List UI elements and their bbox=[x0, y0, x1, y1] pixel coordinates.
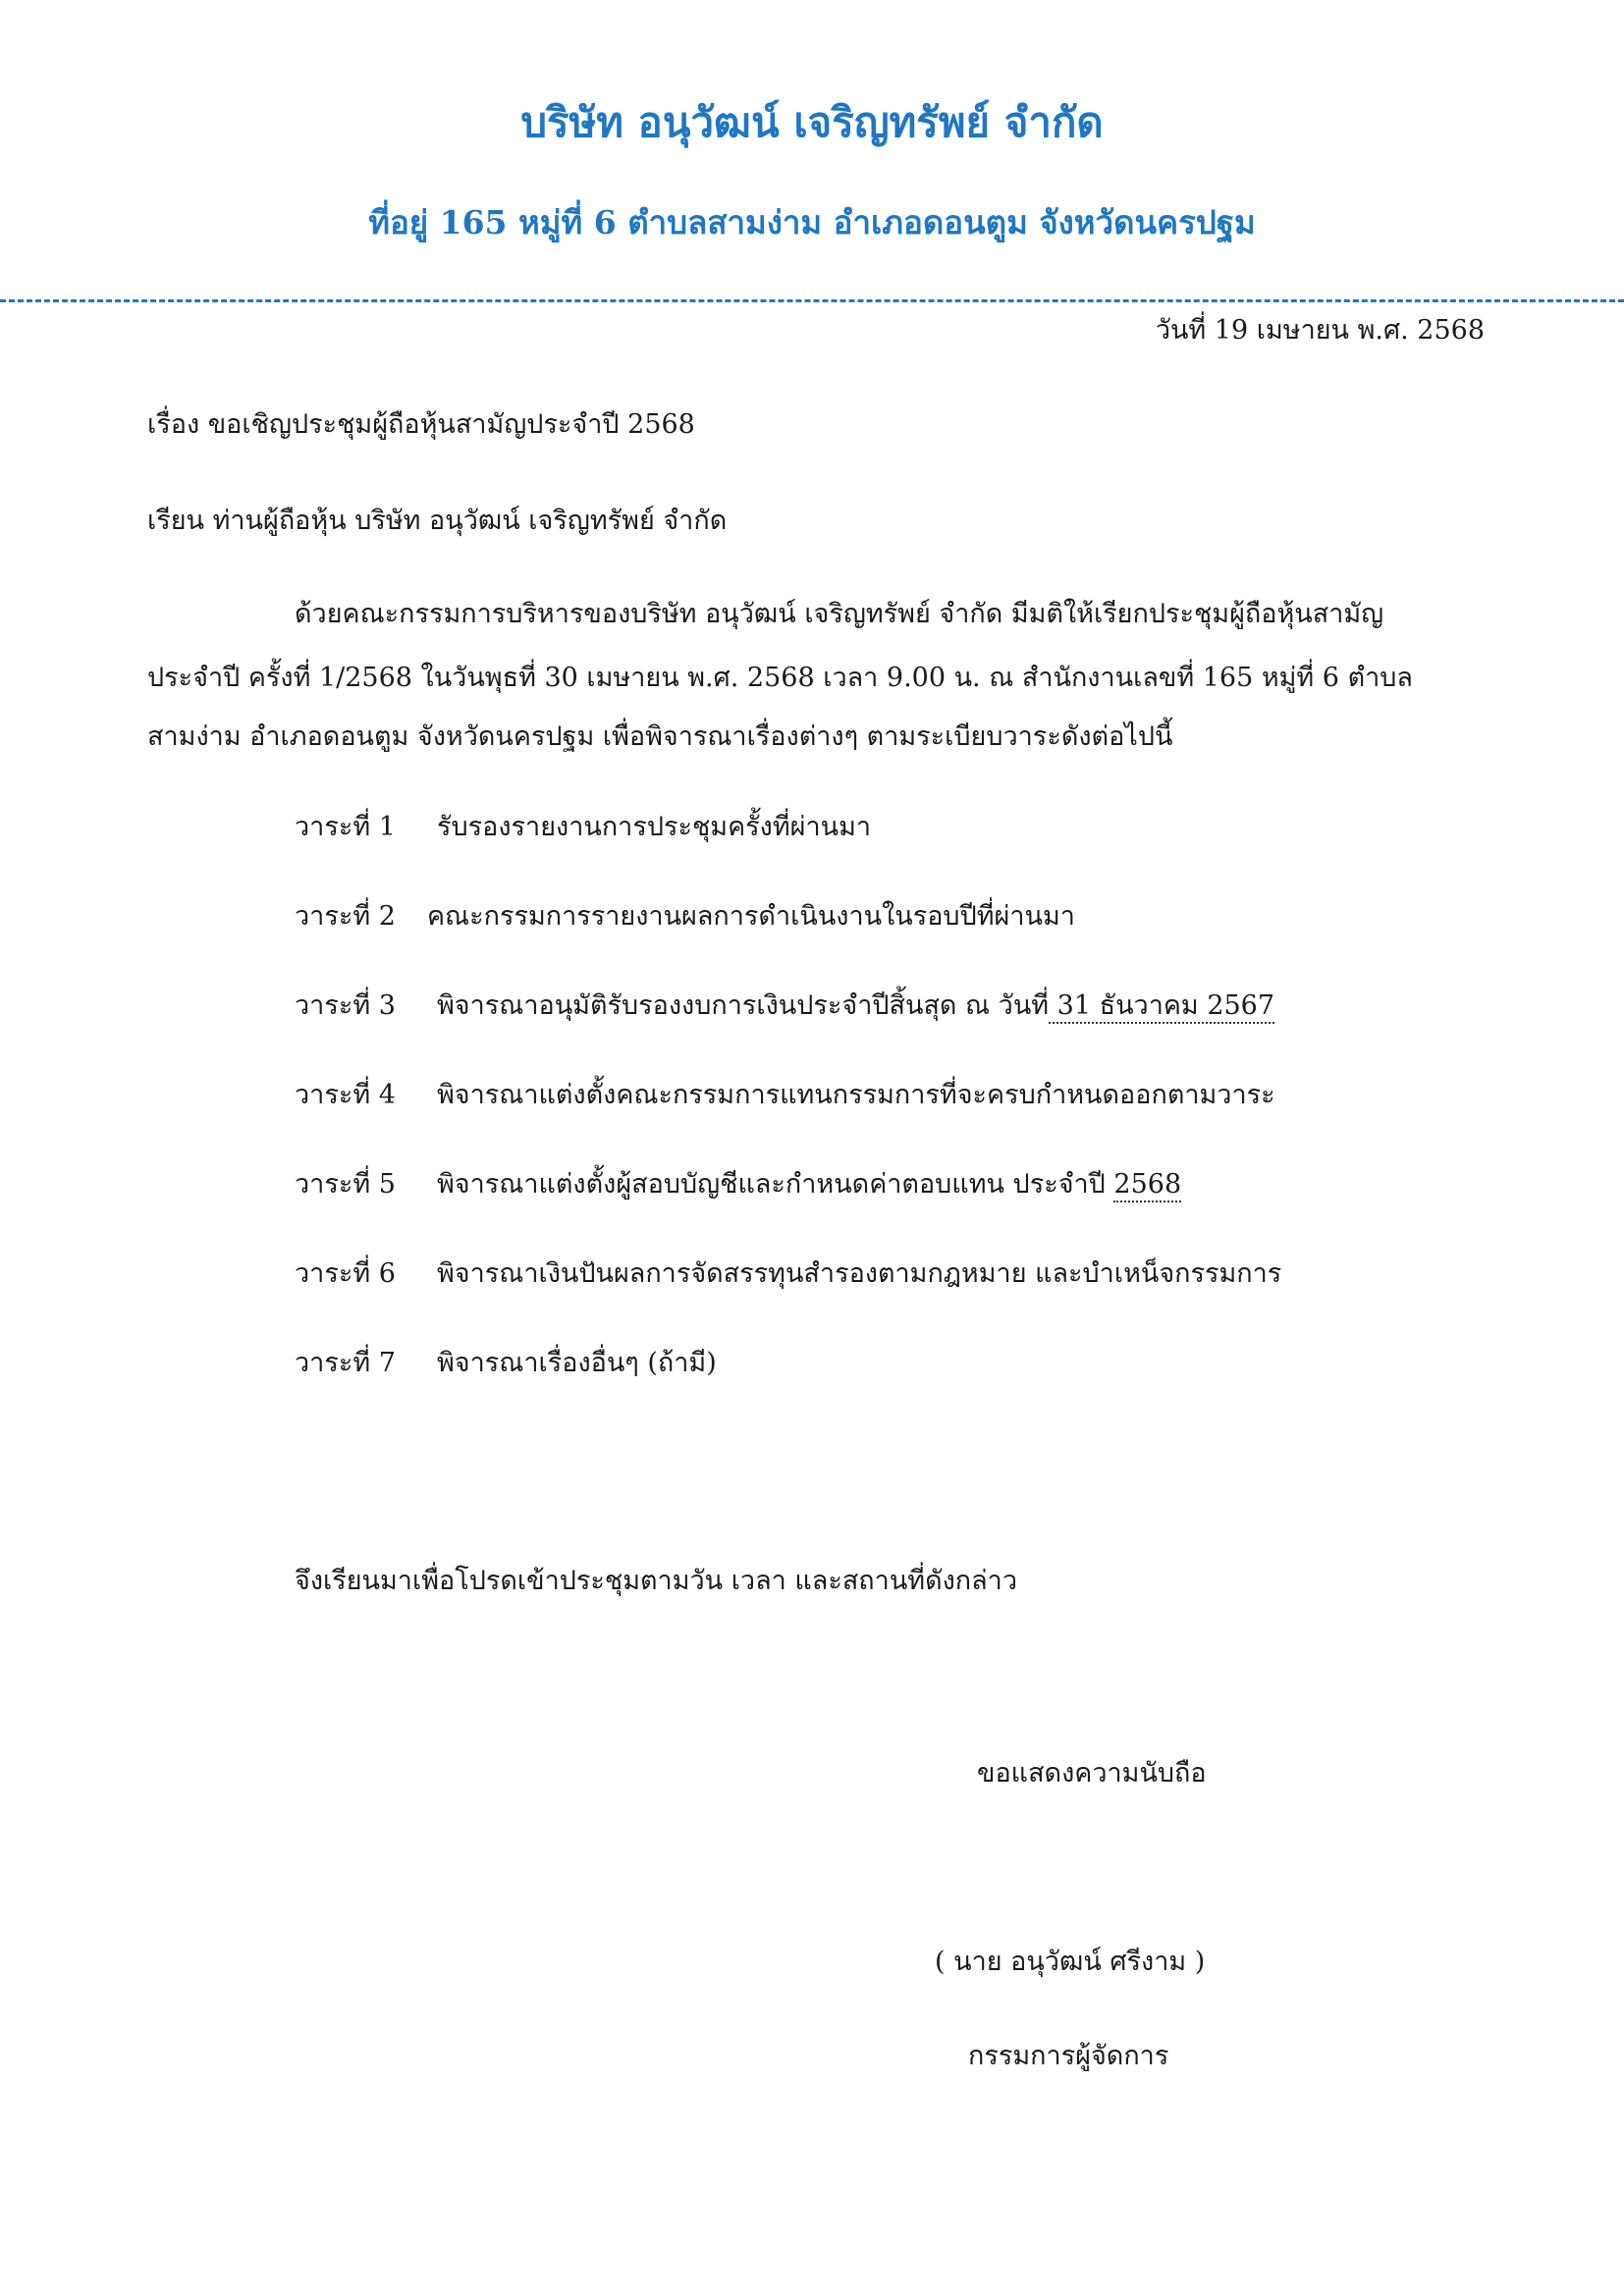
letter-subject: เรื่อง ขอเชิญประชุมผู้ถือหุ้นสามัญประจำปี 2568 bbox=[147, 409, 695, 440]
signer-name: ( นาย อนุวัฒน์ ศรีงาม ) bbox=[935, 1947, 1206, 1977]
agenda-6-text: พิจารณาเงินปันผลการจัดสรรทุนสำรองตามกฎหมาย และบำเหน็จกรรมการ bbox=[437, 1258, 1282, 1289]
agenda-2-number: วาระที่ 2 bbox=[295, 901, 396, 932]
letter-date: วันที่ 19 เมษายน พ.ศ. 2568 bbox=[1155, 315, 1485, 346]
agenda-5-year: 2568 bbox=[1113, 1169, 1181, 1202]
agenda-1-number: วาระที่ 1 bbox=[295, 812, 396, 842]
body-paragraph-line-1: ด้วยคณะกรรมการบริหารของบริษัท อนุวัฒน์ เจริญทรัพย์ จำกัด มีมติให้เรียกประชุมผู้ถือหุ้นสามัญ bbox=[295, 599, 1384, 629]
agenda-5-text bbox=[437, 1162, 1181, 1204]
agenda-3-main: พิจารณาอนุมัติรับรองงบการเงินประจำปีสิ้นสุด ณ วันที่ bbox=[437, 990, 1050, 1021]
agenda-4-text: พิจารณาแต่งตั้งคณะกรรมการแทนกรรมการที่จะครบกำหนดออกตามวาระ bbox=[437, 1080, 1275, 1110]
agenda-1-text: รับรองรายงานการประชุมครั้งที่ผ่านมา bbox=[437, 812, 872, 842]
closing-sentence: จึงเรียนมาเพื่อโปรดเข้าประชุมตามวัน เวลา และสถานที่ดังกล่าว bbox=[295, 1566, 1018, 1596]
agenda-7-number: วาระที่ 7 bbox=[295, 1348, 396, 1378]
agenda-5-main: พิจารณาแต่งตั้งผู้สอบบัญชีและกำหนดค่าตอบแทน ประจำปี bbox=[437, 1169, 1114, 1200]
agenda-3-text bbox=[437, 984, 1274, 1026]
company-name: บริษัท อนุวัฒน์ เจริญทรัพย์ จำกัด bbox=[520, 98, 1104, 146]
header-divider bbox=[0, 299, 1624, 302]
body-paragraph-line-2: ประจำปี ครั้งที่ 1/2568 ในวันพุธที่ 30 เมษายน พ.ศ. 2568 เวลา 9.00 น. ณ สำนักงานเลขที่ 165 หมู่ที่ 6 ตำบล bbox=[147, 663, 1413, 693]
agenda-2-text: คณะกรรมการรายงานผลการดำเนินงานในรอบปีที่ผ่านมา bbox=[427, 901, 1075, 932]
agenda-6-number: วาระที่ 6 bbox=[295, 1258, 396, 1289]
company-address: ที่อยู่ 165 หมู่ที่ 6 ตำบลสามง่าม อำเภอดอนตูม จังหวัดนครปฐม bbox=[368, 203, 1256, 241]
signer-position: กรรมการผู้จัดการ bbox=[968, 2041, 1169, 2071]
agenda-3-date: 31 ธันวาคม 2567 bbox=[1049, 990, 1274, 1024]
agenda-7-text: พิจารณาเรื่องอื่นๆ (ถ้ามี) bbox=[437, 1348, 717, 1378]
letter-recipient: เรียน ท่านผู้ถือหุ้น บริษัท อนุวัฒน์ เจริญทรัพย์ จำกัด bbox=[147, 506, 728, 536]
regards: ขอแสดงความนับถือ bbox=[977, 1758, 1207, 1789]
agenda-3-number: วาระที่ 3 bbox=[295, 990, 396, 1021]
agenda-5-number: วาระที่ 5 bbox=[295, 1169, 396, 1200]
body-paragraph-line-3: สามง่าม อำเภอดอนตูม จังหวัดนครปฐม เพื่อพิจารณาเรื่องต่างๆ ตามระเบียบวาระดังต่อไปนี้ bbox=[147, 721, 1173, 752]
agenda-4-number: วาระที่ 4 bbox=[295, 1080, 396, 1110]
